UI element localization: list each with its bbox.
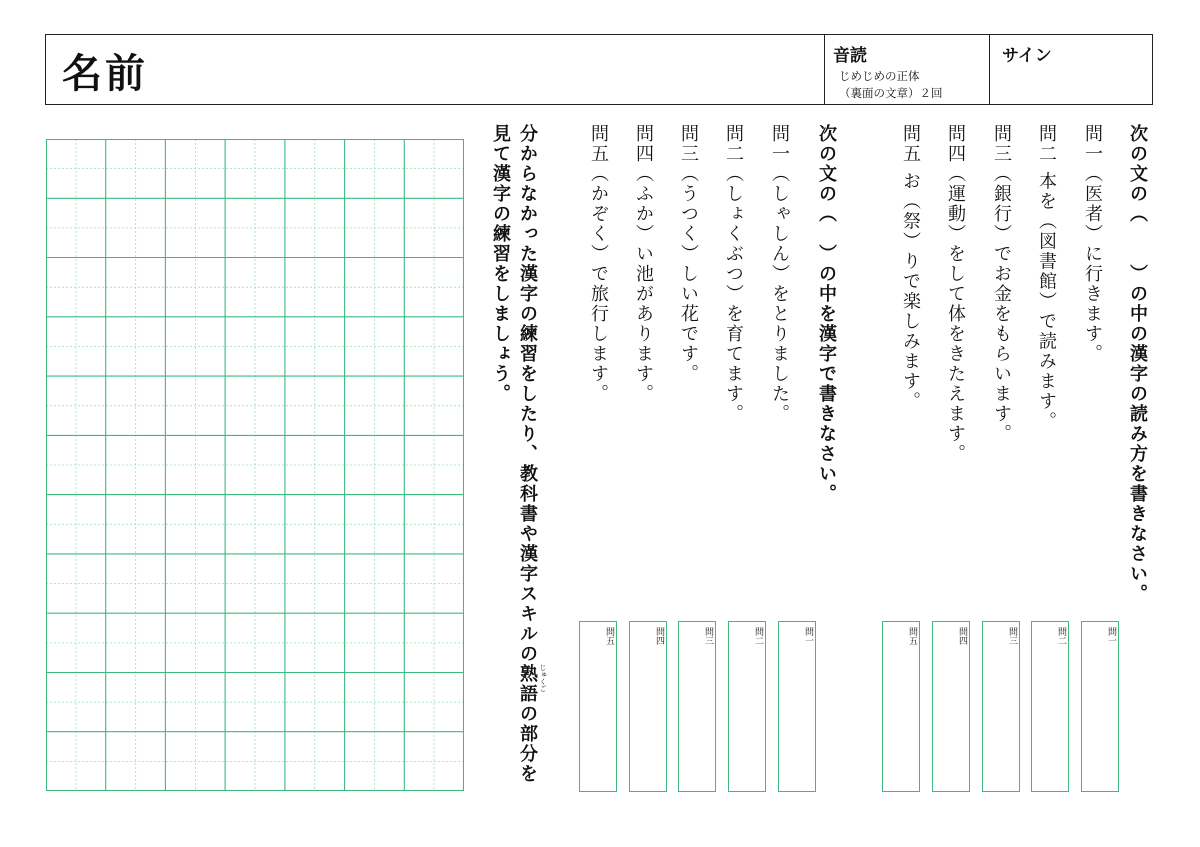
kanji-practice-grid[interactable]: [46, 139, 464, 791]
name-field[interactable]: [46, 35, 825, 104]
ondoku-instruction: （裏面の文章）２回: [839, 86, 943, 100]
answer-label: 問五: [907, 627, 917, 645]
name-label: 名前: [62, 51, 148, 97]
section1-question-2: 問二 本を（図書館）で読みます。: [1036, 124, 1057, 432]
answer-box-s2-q5[interactable]: [579, 621, 617, 792]
answer-box-s2-q1[interactable]: [778, 621, 816, 792]
answer-label: 問三: [703, 627, 713, 645]
answer-label: 問一: [803, 627, 813, 645]
answer-label: 問四: [654, 627, 664, 645]
section2-question-3: 問三（うつく）しい花です。: [678, 124, 699, 384]
answer-label: 問四: [957, 627, 967, 645]
answer-label: 問五: [604, 627, 614, 645]
answer-label: 問二: [753, 627, 763, 645]
practice-instruction-line2: 見て漢字の練習をしましょう。: [490, 124, 511, 404]
section2-question-4: 問四（ふか）い池があります。: [633, 124, 654, 404]
answer-box-s1-q3[interactable]: [982, 621, 1020, 792]
sign-label: サイン: [1002, 46, 1052, 66]
answer-box-s1-q1[interactable]: [1081, 621, 1119, 792]
practice-instruction-line1: 分からなかった漢字の練習をしたり、教科書や漢字スキルの熟語の部分を: [517, 124, 538, 784]
section1-question-5: 問五 お（祭）りで楽しみます。: [900, 124, 921, 412]
ondoku-text-title: じめじめの正体: [839, 69, 920, 83]
answer-label: 問三: [1007, 627, 1017, 645]
ondoku-title: 音読: [833, 46, 867, 66]
section2-question-5: 問五（かぞく）で旅行します。: [588, 124, 609, 404]
answer-box-s2-q2[interactable]: [728, 621, 766, 792]
section2-instruction: 次の文の（ ）の中を漢字で書きなさい。: [816, 124, 837, 504]
section2-question-2: 問二（しょくぶつ）を育てます。: [723, 124, 744, 424]
header-table: [45, 34, 1153, 105]
section1-instruction: 次の文の（ ）の中の漢字の読み方を書きなさい。: [1127, 124, 1148, 604]
answer-box-s2-q3[interactable]: [678, 621, 716, 792]
answer-box-s2-q4[interactable]: [629, 621, 667, 792]
section1-question-3: 問三（銀行）でお金をもらいます。: [991, 124, 1012, 444]
sign-box[interactable]: [990, 35, 1154, 104]
answer-box-s1-q4[interactable]: [932, 621, 970, 792]
answer-box-s1-q2[interactable]: [1031, 621, 1069, 792]
section1-question-1: 問一（医者）に行きます。: [1082, 124, 1103, 364]
answer-box-s1-q5[interactable]: [882, 621, 920, 792]
answer-label: 問二: [1056, 627, 1066, 645]
practice-ruby: じゅくご: [539, 664, 547, 692]
section2-question-1: 問一（しゃしん）をとりました。: [769, 124, 790, 424]
answer-label: 問一: [1106, 627, 1116, 645]
section1-question-4: 問四（運動）をして体をきたえます。: [945, 124, 966, 464]
ondoku-box: [825, 35, 990, 104]
